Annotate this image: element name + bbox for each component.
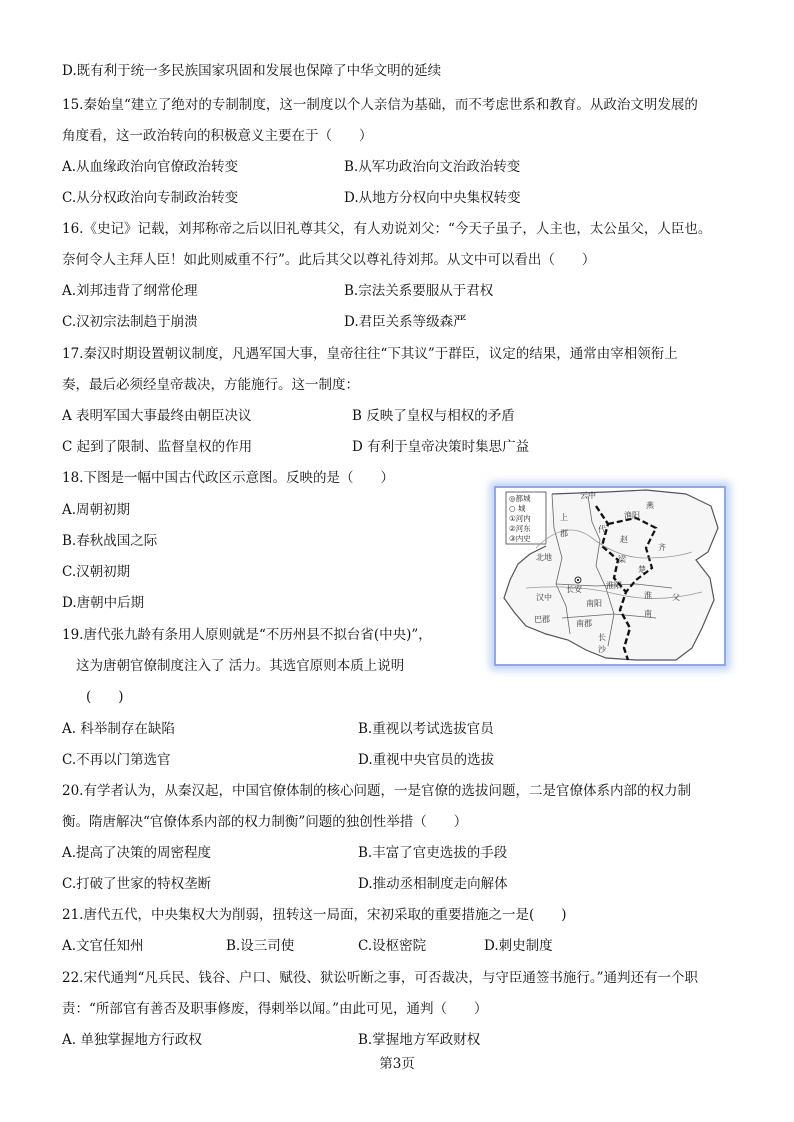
question-19-blank: ( ) (86, 689, 124, 705)
label-bajun: 巴郡 (534, 615, 550, 624)
label-sha: 沙 (598, 645, 606, 654)
question-15-stem-cont: 角度看，这一政治转向的积极意义主要在于（ ） (62, 128, 373, 144)
question-22-stem: 22.宋代通判“凡兵民、钱谷、户口、赋役、狱讼听断之事，可否裁决，与守臣通签书施行。”通判还有一个职 (62, 970, 699, 986)
q22-option-b[interactable]: B.掌握地方军政财权 (358, 1032, 481, 1048)
q18-option-b[interactable]: B.春秋战国之际 (62, 533, 158, 549)
legend-hedong: ②河东 (509, 524, 531, 533)
question-20-stem-cont: 衡。隋唐解决“官僚体系内部的权力制衡”问题的独创性举措（ ） (62, 814, 468, 830)
q15-option-d[interactable]: D.从地方分权向中央集权转变 (344, 190, 521, 206)
label-hanzhong: 汉中 (536, 593, 552, 602)
question-19-stem: 19.唐代张九龄有条用人原则就是“不历州县不拟台省(中央)”， (62, 627, 432, 643)
question-16-stem-cont: 奈何令人主拜人臣！如此则威重不行”。此后其父以尊礼待刘邦。从文中可以看出（ ） (62, 252, 596, 268)
question-18-stem: 18.下图是一幅中国古代政区示意图。反映的是（ ） (62, 470, 394, 486)
q17-option-b[interactable]: B 反映了皇权与相权的矛盾 (352, 408, 515, 424)
q16-option-d[interactable]: D.君臣关系等级森严 (344, 314, 467, 330)
option-d-prev: D.既有利于统一多民族国家巩固和发展也保障了中华文明的延续 (62, 63, 442, 79)
question-19-stem-cont: 这为唐朝官僚制度注入了 活力。其选官原则本质上说明 (76, 658, 405, 674)
q17-option-a[interactable]: A 表明军国大事最终由朝臣决议 (62, 408, 252, 424)
label-beidi: 北地 (536, 553, 552, 562)
legend-neishi: ③内史 (509, 534, 531, 543)
label-chang: 长 (598, 633, 606, 642)
question-17-stem: 17.秦汉时期设置朝议制度，凡遇军国大事，皇帝往往“下其议”于群臣，议定的结果，通常由宰相领衔上 (62, 346, 678, 362)
q16-option-a[interactable]: A.刘邦违背了纲常伦理 (62, 283, 198, 299)
question-17-stem-cont: 奏，最后必须经皇帝裁决，方能施行。这一制度： (62, 377, 359, 393)
label-yunzhong: 云中 (580, 491, 596, 500)
legend-city: ○ 城 (509, 504, 526, 513)
label-qi: 齐 (658, 543, 666, 552)
label-huaiyang: 淮阳 (606, 581, 622, 590)
q21-option-a[interactable]: A.文官任知州 (62, 938, 144, 954)
question-20-stem: 20.有学者认为，从秦汉起，中国官僚体制的核心问题，一是官僚的选拔问题，二是官僚体系内部的权力制 (62, 783, 691, 799)
q20-option-c[interactable]: C.打破了世家的特权垄断 (62, 876, 212, 892)
q15-option-b[interactable]: B.从军功政治向文治政治转变 (344, 159, 521, 175)
legend-henei: ①河内 (509, 514, 531, 523)
q16-option-b[interactable]: B.宗法关系要服从于君权 (344, 283, 494, 299)
q19-option-b[interactable]: B.重视以考试选拔官员 (358, 721, 494, 737)
q21-option-b[interactable]: B.设三司使 (226, 938, 295, 954)
question-15-stem: 15.秦始皇“建立了绝对的专制制度，这一制度以个人亲信为基础，而不考虑世系和教育。从政治文明发展的 (62, 97, 698, 113)
label-yan: 燕 (646, 501, 654, 510)
q18-option-a[interactable]: A.周朝初期 (62, 502, 131, 518)
map-drawing (496, 488, 724, 664)
label-chu: 楚 (638, 565, 646, 574)
ancient-china-map (494, 486, 726, 666)
label-nanjun: 南郡 (576, 619, 592, 628)
question-21-stem: 21.唐代五代，中央集权大为削弱，扭转这一局面，宋初采取的重要措施之一是( ) (62, 907, 567, 923)
q15-option-c[interactable]: C.从分权政治向专制政治转变 (62, 190, 239, 206)
q17-option-d[interactable]: D 有利于皇帝决策时集思广益 (352, 439, 530, 455)
label-yuyang: 渔阳 (624, 511, 640, 520)
q21-option-c[interactable]: C.设枢密院 (358, 938, 427, 954)
label-huai: 淮 (644, 591, 652, 600)
label-dai: 代 (598, 525, 606, 534)
label-zhao: 赵 (620, 535, 628, 544)
q19-option-a[interactable]: A. 科举制存在缺陷 (62, 721, 175, 737)
question-22-stem-cont: 责：“所部官有善否及职事修废，得剌举以闻。”由此可见，通判（ ） (62, 1001, 488, 1017)
q20-option-a[interactable]: A.提高了决策的周密程度 (62, 845, 212, 861)
label-nanyang: 南阳 (586, 599, 602, 608)
question-16-stem: 16.《史记》记载，刘邦称帝之后以旧礼尊其父，有人劝说刘父：“今天子虽子，人主也，太公虽父，人臣也。 (62, 221, 712, 237)
q16-option-c[interactable]: C.汉初宗法制趋于崩溃 (62, 314, 198, 330)
label-nan: 南 (644, 609, 652, 618)
q18-option-c[interactable]: C.汉朝初期 (62, 564, 131, 580)
q17-option-c[interactable]: C 起到了限制、监督皇权的作用 (62, 439, 253, 455)
q21-option-d[interactable]: D.刺史制度 (484, 938, 553, 954)
q15-option-a[interactable]: A.从血缘政治向官僚政治转变 (62, 159, 239, 175)
q19-option-c[interactable]: C.不再以门第选官 (62, 752, 171, 768)
q22-option-a[interactable]: A. 单独掌握地方行政权 (62, 1032, 202, 1048)
q19-option-d[interactable]: D.重视中央官员的选拔 (358, 752, 495, 768)
q20-option-b[interactable]: B.丰富了官吏选拔的手段 (358, 845, 508, 861)
label-jun: 郡 (560, 529, 568, 538)
legend-capital: ◎都城 (509, 494, 531, 503)
label-liang: 梁 (618, 555, 626, 564)
q18-option-d[interactable]: D.唐朝中后期 (62, 595, 145, 611)
label-changan: 长安 (566, 585, 582, 594)
page-number: 第3页 (379, 1056, 415, 1072)
q20-option-d[interactable]: D.推动丞相制度走向解体 (358, 876, 508, 892)
label-shang: 上 (560, 513, 568, 522)
label-fu: 父 (672, 593, 680, 602)
